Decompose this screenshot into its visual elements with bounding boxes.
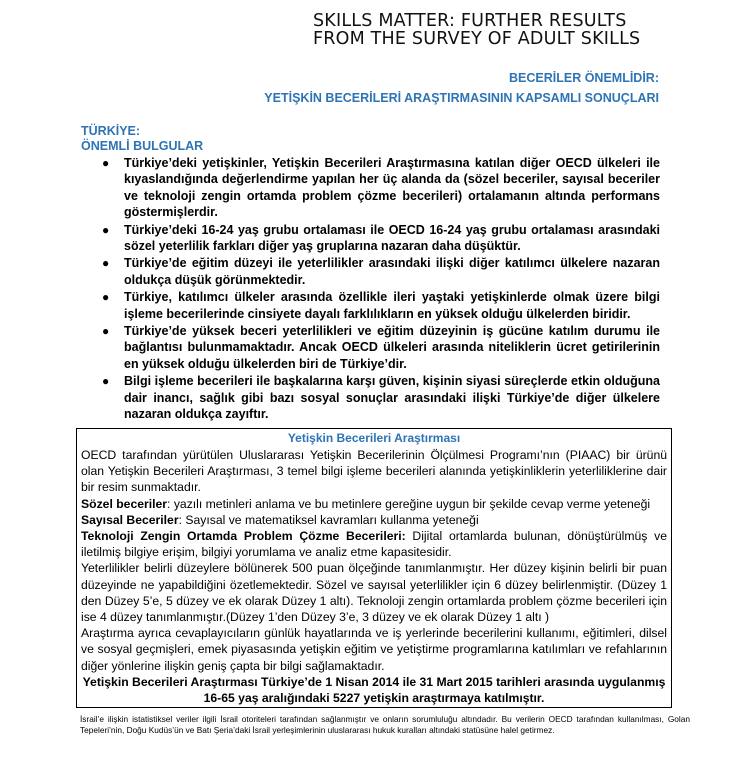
finding-text: Türkiye’deki 16-24 yaş grubu ortalaması ile OECD 16-24 yaş grubu ortalaması arasındaki sözel yeterlilik farkları diğer yaş gruplarına nazaran daha düşüktür.: [124, 222, 660, 254]
finding-item: [96, 289, 660, 322]
info-box-title: Yetişkin Becerileri Araştırması: [287, 431, 461, 445]
bullet-icon: ●: [102, 290, 110, 305]
info-box-intro: OECD tarafından yürütülen Uluslararası Yetişkin Becerilerinin Ölçülmesi Programı’nın (PIAAC) bir ürünü olan Yetişkin Becerileri Araştırması, 3 temel bilgi işleme becerileri alanında yetişkinliklerin yeterliliklerine dair bir resim sunmaktadır.: [81, 448, 667, 495]
definition-term: Teknoloji Zengin Ortamda Problem Çözme Becerileri:: [81, 529, 406, 544]
bullet-icon: ●: [102, 156, 110, 170]
report-title-line2: FROM THE SURVEY OF ADULT SKILLS: [313, 29, 641, 49]
definition-text: : Sayısal ve matematiksel kavramları kullanma yeteneği: [178, 512, 479, 527]
survey-info-box: [76, 428, 672, 708]
definition-text: : yazılı metinleri anlama ve bu metinlere gereğine uygun bir şekilde cevap verme yeteneği: [167, 496, 651, 511]
bullet-icon: ●: [102, 222, 110, 237]
bullet-icon: ●: [102, 374, 110, 389]
definition-numeracy: [81, 512, 667, 528]
country-name: TÜRKİYE:: [81, 124, 141, 138]
finding-text: Türkiye’de yüksek beceri yeterlilikleri ve eğitim düzeyinin iş gücüne katılım durumu ile bağlantısı bulunmamaktadır. Ancak OECD ülkeleri arasında niteliklerin ücret getirilerinin en yüksek olduğu ülkelerden biri de Türkiye’dir.: [124, 324, 660, 371]
info-box-levels: Yeterlilikler belirli düzeylere bölünerek 500 puan ölçeğinde tanımlanmıştır. Her düzey kişinin belirli bir puan düzeyinde ne yapabildiğini özetlemektedir. Sözel ve sayısal yeterlilikler için 6 düzey belirlenmiştir. (Düzey 1 den Düzey 5’e, 5 düzey ve ek olarak Düzey 1 altı). Teknoloji zengin ortamlarda problem çözme becerileri için ise 4 düzey tanımlanmıştır.(Düzey 1’den Düzey 3’e, 3 düzey ve ek olarak Düzey 1 altı ): [81, 561, 667, 625]
info-box-closing-line2: 16-65 yaş aralığındaki 5227 yetişkin araştırmaya katılmıştır.: [203, 691, 545, 706]
finding-item: [96, 373, 660, 422]
finding-text: Türkiye’deki yetişkinler, Yetişkin Becerileri Araştırmasına katılan diğer OECD ülkeleri ile kıyaslandığında değerlendirme yapılan her üç alanda da (sözel beceriler, sayısal beceriler ve teknoloji zengin ortamda problem çözme becerileri) ortalamanın altında performans göstermişlerdir.: [124, 156, 660, 220]
bullet-icon: ●: [102, 324, 110, 339]
report-title-line1: SKILLS MATTER: FURTHER RESULTS: [313, 11, 627, 31]
definition-term: Sözel beceriler: [81, 496, 168, 511]
definition-term: Sayısal Beceriler: [81, 512, 179, 527]
section-heading: ÖNEMLİ BULGULAR: [81, 139, 204, 153]
report-subtitle-line1: BECERİLER ÖNEMLİDİR:: [509, 71, 659, 85]
info-box-closing-line1: Yetişkin Becerileri Araştırması Türkiye’de 1 Nisan 2014 ile 31 Mart 2015 tarihleri arasında uygulanmış: [82, 674, 666, 689]
finding-item: [96, 155, 660, 221]
info-box-background: Araştırma ayrıca cevaplayıcıların günlük hayatlarında ve iş yerlerinde becerilerini kullanımı, eğitimleri, dilsel ve sosyal geçmişleri, emek piyasasında yetişkin eğitim ve yetiştirme programlarına katılımları ve refahlarının diğer yönlerine ilişkin geniş çapta bir bilgi sağlamaktadır.: [81, 626, 667, 673]
finding-item: [96, 323, 660, 372]
definition-text: Dijital ortamlarda bulunan, dönüştürülmüş ve iletilmiş bilgiye erişim, bilgiyi yorumlama ve analiz etme kapasitesidir.: [81, 529, 667, 560]
finding-item: [96, 222, 660, 255]
finding-text: Türkiye, katılımcı ülkeler arasında özellikle ileri yaştaki yetişkinlerde olmak üzere bilgi işleme becerilerinde cinsiyete dayalı farklılıkların en yüksek olduğu ülkelerden biridir.: [124, 290, 660, 321]
finding-item: [96, 255, 660, 288]
bullet-icon: ●: [102, 256, 110, 271]
finding-text: Bilgi işleme becerileri ile başkalarına karşı güven, kişinin siyasi süreçlerde etkin olduğuna dair inancı, sağlık gibi bazı sosyal sonuçlar arasındaki ilişki Türkiye’de diğer ülkelere nazaran oldukça zayıftır.: [124, 374, 660, 422]
footnote: İsrail’e ilişkin istatistiksel veriler ilgili İsrail otoriteleri tarafından sağlanmıştır ve onların sorumluluğu altındadır. Bu verilerin OECD tarafından kullanılması, Golan Tepeleri’nin, Doğu Kudüs’ün ve Batı Şeria’daki İsrail yerleşimlerinin uluslararası hukuk kuralları altındaki statüsüne halel getirmez.: [80, 714, 690, 736]
report-title: [313, 12, 713, 48]
definition-literacy: [81, 496, 667, 512]
country-heading: [81, 124, 203, 154]
report-subtitle-line2: YETİŞKİN BECERİLERİ ARAŞTIRMASININ KAPSAMLI SONUÇLARI: [264, 91, 659, 105]
key-findings-list: [96, 155, 660, 424]
finding-text: Türkiye’de eğitim düzeyi ile yeterlilikler arasındaki ilişki diğer katılımcı ülkelere nazaran oldukça düşük görünmektedir.: [124, 256, 660, 287]
definition-problem-solving: [81, 528, 667, 560]
report-subtitle: [264, 68, 659, 108]
